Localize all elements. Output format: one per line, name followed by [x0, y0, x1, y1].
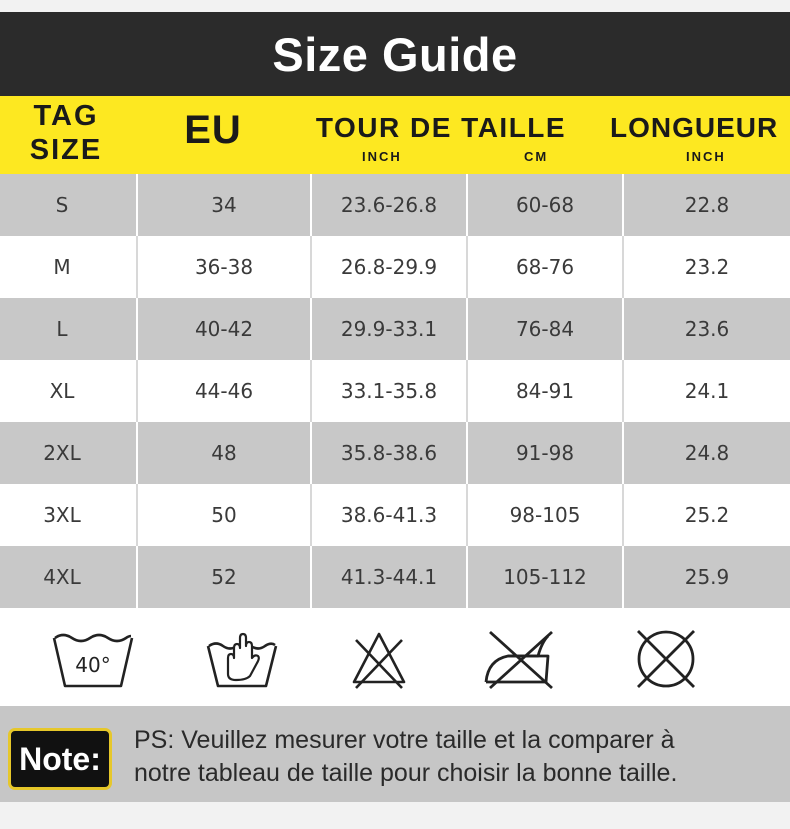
header-tour-label: TOUR DE TAILLE: [315, 112, 567, 143]
cell-tag-size: S: [55, 193, 69, 217]
cell-waist-cm: 98-105: [509, 503, 581, 527]
cell-waist-inch: 29.9-33.1: [340, 317, 438, 341]
header-eu-label: EU: [184, 108, 242, 152]
note-line-2: notre tableau de taille pour choisir la bonne taille.: [134, 759, 678, 787]
cell-tag-size: 2XL: [43, 441, 81, 465]
cell-eu: 34: [211, 193, 237, 217]
do-not-bleach-icon: [350, 628, 408, 694]
table-row: [0, 546, 790, 608]
header-tag-line1: TAG: [33, 100, 99, 132]
do-not-dry-clean-icon: [632, 628, 700, 694]
care-icons-row: [0, 610, 790, 706]
do-not-iron-icon: [482, 628, 558, 694]
cell-waist-cm: 76-84: [515, 317, 575, 341]
cell-length-inch: 25.2: [684, 503, 730, 527]
top-margin: [0, 0, 790, 12]
cell-length-inch: 24.1: [684, 379, 730, 403]
cell-waist-inch: 41.3-44.1: [340, 565, 438, 589]
cell-eu: 40-42: [194, 317, 254, 341]
size-table-body: [0, 174, 790, 608]
header-longueur: [606, 96, 790, 174]
cell-eu: 50: [211, 503, 237, 527]
header-tag-line2: SIZE: [29, 134, 103, 166]
cell-length-inch: 22.8: [684, 193, 730, 217]
wash-temperature-label: 40°: [75, 653, 111, 677]
cell-length-inch: 25.9: [684, 565, 730, 589]
cell-waist-inch: 35.8-38.6: [340, 441, 438, 465]
cell-waist-inch: 38.6-41.3: [340, 503, 438, 527]
cell-waist-inch: 23.6-26.8: [340, 193, 438, 217]
title-bar: [0, 12, 790, 96]
cell-length-inch: 23.6: [684, 317, 730, 341]
table-row: [0, 174, 790, 236]
cell-tag-size: 3XL: [43, 503, 81, 527]
cell-waist-cm: 91-98: [515, 441, 575, 465]
header-tag-size: [0, 96, 138, 174]
header-longueur-label: LONGUEUR: [610, 112, 779, 143]
hand-wash-icon: [206, 628, 278, 694]
cell-waist-cm: 105-112: [503, 565, 587, 589]
cell-waist-cm: 68-76: [515, 255, 575, 279]
cell-eu: 36-38: [194, 255, 254, 279]
note-line-1: PS: Veuillez mesurer votre taille et la comparer à: [134, 726, 675, 754]
page-title: Size Guide: [272, 27, 518, 81]
table-row: [0, 236, 790, 298]
cell-eu: 48: [211, 441, 237, 465]
table-row: [0, 422, 790, 484]
table-row: [0, 298, 790, 360]
cell-tag-size: L: [56, 317, 68, 341]
wash-40-icon: [52, 628, 134, 694]
note-section: [0, 706, 790, 802]
cell-tag-size: 4XL: [43, 565, 81, 589]
cell-waist-cm: 84-91: [515, 379, 575, 403]
table-row: [0, 360, 790, 422]
cell-waist-inch: 33.1-35.8: [340, 379, 438, 403]
cell-length-inch: 23.2: [684, 255, 730, 279]
header-eu: [138, 96, 288, 174]
cell-waist-cm: 60-68: [515, 193, 575, 217]
table-header: [0, 96, 790, 174]
header-tour-unit-cm: CM: [524, 149, 549, 164]
cell-eu: 44-46: [194, 379, 254, 403]
cell-tag-size: M: [53, 255, 71, 279]
cell-waist-inch: 26.8-29.9: [340, 255, 438, 279]
note-text: [134, 724, 784, 790]
header-tour-unit-inch: INCH: [362, 149, 402, 164]
cell-eu: 52: [211, 565, 237, 589]
note-badge-label: Note:: [19, 740, 101, 777]
bottom-margin: [0, 802, 790, 829]
table-row: [0, 484, 790, 546]
header-tour-de-taille: [300, 96, 582, 174]
note-badge: [8, 728, 112, 790]
header-longueur-unit: INCH: [686, 149, 726, 164]
cell-length-inch: 24.8: [684, 441, 730, 465]
cell-tag-size: XL: [49, 379, 75, 403]
